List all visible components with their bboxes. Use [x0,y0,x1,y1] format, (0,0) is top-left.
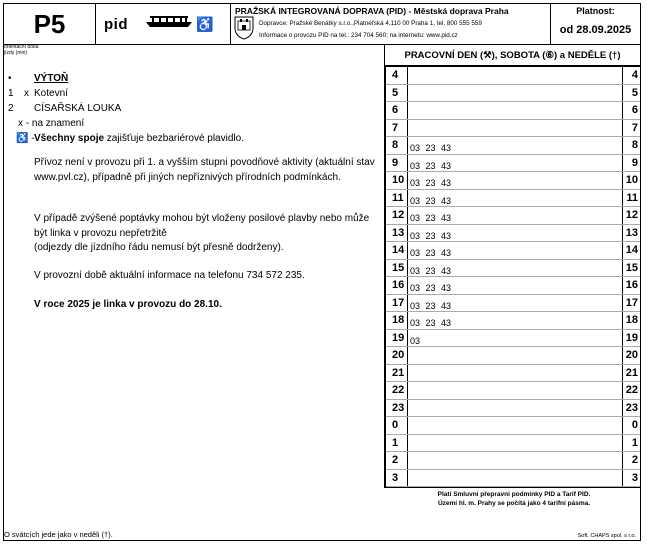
minutes: 03 23 43 [410,213,452,223]
table-row [386,85,640,103]
hour-label: 10 [625,174,638,186]
hour-label: 0 [392,419,399,431]
minutes: 03 23 43 [410,178,452,188]
hour-label: 7 [392,121,399,134]
wheelchair-icon: ♿ [196,15,214,32]
hour-label: 22 [625,384,638,396]
table-row [386,312,640,330]
travel-time-label: orientační doba jízdy (min) [4,44,39,56]
note-season: V roce 2025 je linka v provozu do 28.10. [34,299,222,310]
hour-label: 9 [631,156,638,169]
hour-label: 1 [392,436,399,449]
minutes: 03 23 43 [410,143,452,153]
table-row [386,172,640,190]
hour-label: 16 [392,279,405,291]
table-row [386,470,640,488]
hour-label: 21 [625,366,638,379]
table-row [386,137,640,155]
table-row [386,260,640,278]
brand-cell [96,4,231,44]
info-line: Informace o provozu PID na tel.: 234 704 560; na internetu: www.pid.cz [259,32,458,39]
validity [551,4,640,44]
minutes: 03 23 43 [410,248,452,258]
minutes: 03 23 43 [410,318,452,328]
hour-label: 2 [392,454,399,466]
note-phone: V provozní době aktuální informace na telefonu 734 572 235. [34,270,305,281]
hour-label: 13 [392,226,405,239]
minutes: 03 23 43 [410,230,452,241]
table-row [386,417,640,435]
hour-label: 14 [392,244,405,256]
hour-label: 8 [631,139,638,151]
valid-label: Platnost: [576,6,615,16]
hour-label: 20 [392,349,405,361]
tariff-note: Platí Smluvní přepravní podmínky PID a Tarif PID. Území hl. m. Prahy se počítá jako 4 tarifní pásma. [437,491,591,507]
hour-label: 8 [392,139,399,151]
hour-label: 21 [392,366,405,379]
hour-label: 18 [392,314,405,326]
hour-label: 17 [392,296,405,309]
table-row [386,382,640,400]
hour-label: 6 [631,104,638,116]
stop-name: VÝTOŇ [34,73,69,84]
minutes: 03 23 43 [410,283,452,293]
departure-table [384,45,640,488]
hour-label: 5 [392,86,399,99]
line-number: P5 [4,4,96,44]
table-row [386,365,640,383]
table-row [386,347,640,365]
hour-label: 16 [625,279,638,291]
hour-label: 22 [392,384,405,396]
table-row [386,435,640,453]
table-row [386,102,640,120]
hour-label: 18 [625,314,638,326]
hour-label: 7 [631,121,638,134]
table-row [386,155,640,173]
timetable-sheet: P5 pid ♿ PRAŽSKÁ INTEGROVANÁ DOPRAVA (PID) - Městská doprava Praha Dopravce: Pražské Benátky s.r.o.,Platnéřská 4,110 00 Praha 1, tel. 800 555 559 Informace o provozu PID na tel.: 234 704 560; na internetu: www.pid.cz Platnost: od 28.09.2025 orientační doba jízdy (min) • VÝTOŇ 1 x Kotevní 2 CÍSAŘSKÁ LOUKA x - na znamení ♿ - Všechny spoje zajišťuje bezbariérové plavidlo. Přívoz není v provozu při 1. a vyšším stupni povodňové aktivity (aktuální stav www.pvl.cz), případně při jiných nepříznivých přírodních podmínkách. V případě zvýšené poptávky mohou být vloženy posilové plavby nebo může být linka v provozu nepřetržitě (odjezdy dle jízdního řádu nemusí být přesně dodrženy). V provozní době aktuální informace na telefonu 734 572 235. V roce 2025 je linka v provozu do 28.10. O svátcích jede jako v neděli (†). PRACOVNÍ DEN (⚒), SOBOTA (⑥) a NEDĚLE (†) 4 4 5 5 6 6 7 7 8 03 23 43 8 9 03 23 43 9 10 03 23 43 10 11 03 23 43 11 12 03 23 43 12 13 03 23 43 13 14 03 23 43 14 15 03 23 43 15 16 03 23 43 16 17 03 23 43 17 18 03 23 43 18 19 03 19 20 20 21 21 22 22 23 23 0 0 1 1 2 2 3 3 Platí Smluvní přepravní podmínky PID a Tarif PID. Území hl. m. Prahy se počítá jako 4 tarifní pásma. Soft. CHAPS spol. s r.o. [3,3,641,541]
valid-date: od 28.09.2025 [559,24,632,36]
minutes: 03 23 43 [410,160,452,171]
hour-label: 13 [625,226,638,239]
hour-label: 6 [392,104,399,116]
hour-label: 4 [392,69,399,81]
operator-info [231,4,551,44]
hour-label: 10 [392,174,405,186]
hour-label: 20 [625,349,638,361]
table-heading: PRACOVNÍ DEN (⚒), SOBOTA (⑥) a NEDĚLE (†) [384,45,640,67]
pid-logo: pid [104,15,128,33]
hour-label: 17 [625,296,638,309]
table-row [386,330,640,348]
hour-label: 15 [625,261,638,274]
minutes: 03 23 43 [410,195,452,206]
hour-label: 23 [625,401,638,414]
table-row [386,120,640,138]
software-credit: Soft. CHAPS spol. s r.o. [577,533,636,539]
hour-label: 23 [392,401,405,414]
hour-label: 12 [392,209,405,221]
minutes: 03 23 43 [410,265,452,276]
hour-label: 4 [631,69,638,81]
hour-label: 12 [625,209,638,221]
minutes: 03 [410,335,421,346]
note-flood: Přívoz není v provozu při 1. a vyšším stupni povodňové aktivity (aktuální stav www.pvl.cz), případně při jiných nepříznivých přírodních podmínkách. [34,157,375,183]
hour-label: 11 [392,191,404,204]
operator-line: Dopravce: Pražské Benátky s.r.o.,Platnéřská 4,110 00 Praha 1, tel. 800 555 559 [259,20,482,27]
ferry-icon [146,15,192,34]
hour-label: 0 [631,419,638,431]
hour-label: 3 [631,471,638,484]
wheelchair-icon: ♿ - [16,133,35,144]
table-row [386,190,640,208]
hour-label: 11 [626,191,638,204]
hour-label: 19 [392,331,405,344]
stop-name: Kotevní [34,88,68,99]
hour-label: 3 [392,471,399,484]
table-row [386,277,640,295]
table-row [386,400,640,418]
note-extra-trips: V případě zvýšené poptávky mohou být vloženy posilové plavby nebo může být linka v provozu nepřetržitě (odjezdy dle jízdního řádu nemusí být přesně dodrženy). [34,213,370,253]
table-body [384,67,640,488]
table-row [386,295,640,313]
table-row [386,225,640,243]
hour-label: 2 [631,454,638,466]
hour-label: 9 [392,156,399,169]
table-row [386,67,640,85]
hour-label: 14 [625,244,638,256]
minutes: 03 23 43 [410,300,452,311]
hour-label: 1 [631,436,638,449]
prague-crest-icon [233,14,255,40]
operator-title: PRAŽSKÁ INTEGROVANÁ DOPRAVA (PID) - Městská doprava Praha [235,6,509,16]
hour-label: 19 [625,331,638,344]
hour-label: 5 [631,86,638,99]
table-row [386,242,640,260]
table-row [386,452,640,470]
stop-name: CÍSAŘSKÁ LOUKA [34,103,122,114]
hour-label: 15 [392,261,405,274]
header [4,4,640,45]
table-row [386,207,640,225]
holiday-note: O svátcích jede jako v neděli (†). [4,530,113,539]
